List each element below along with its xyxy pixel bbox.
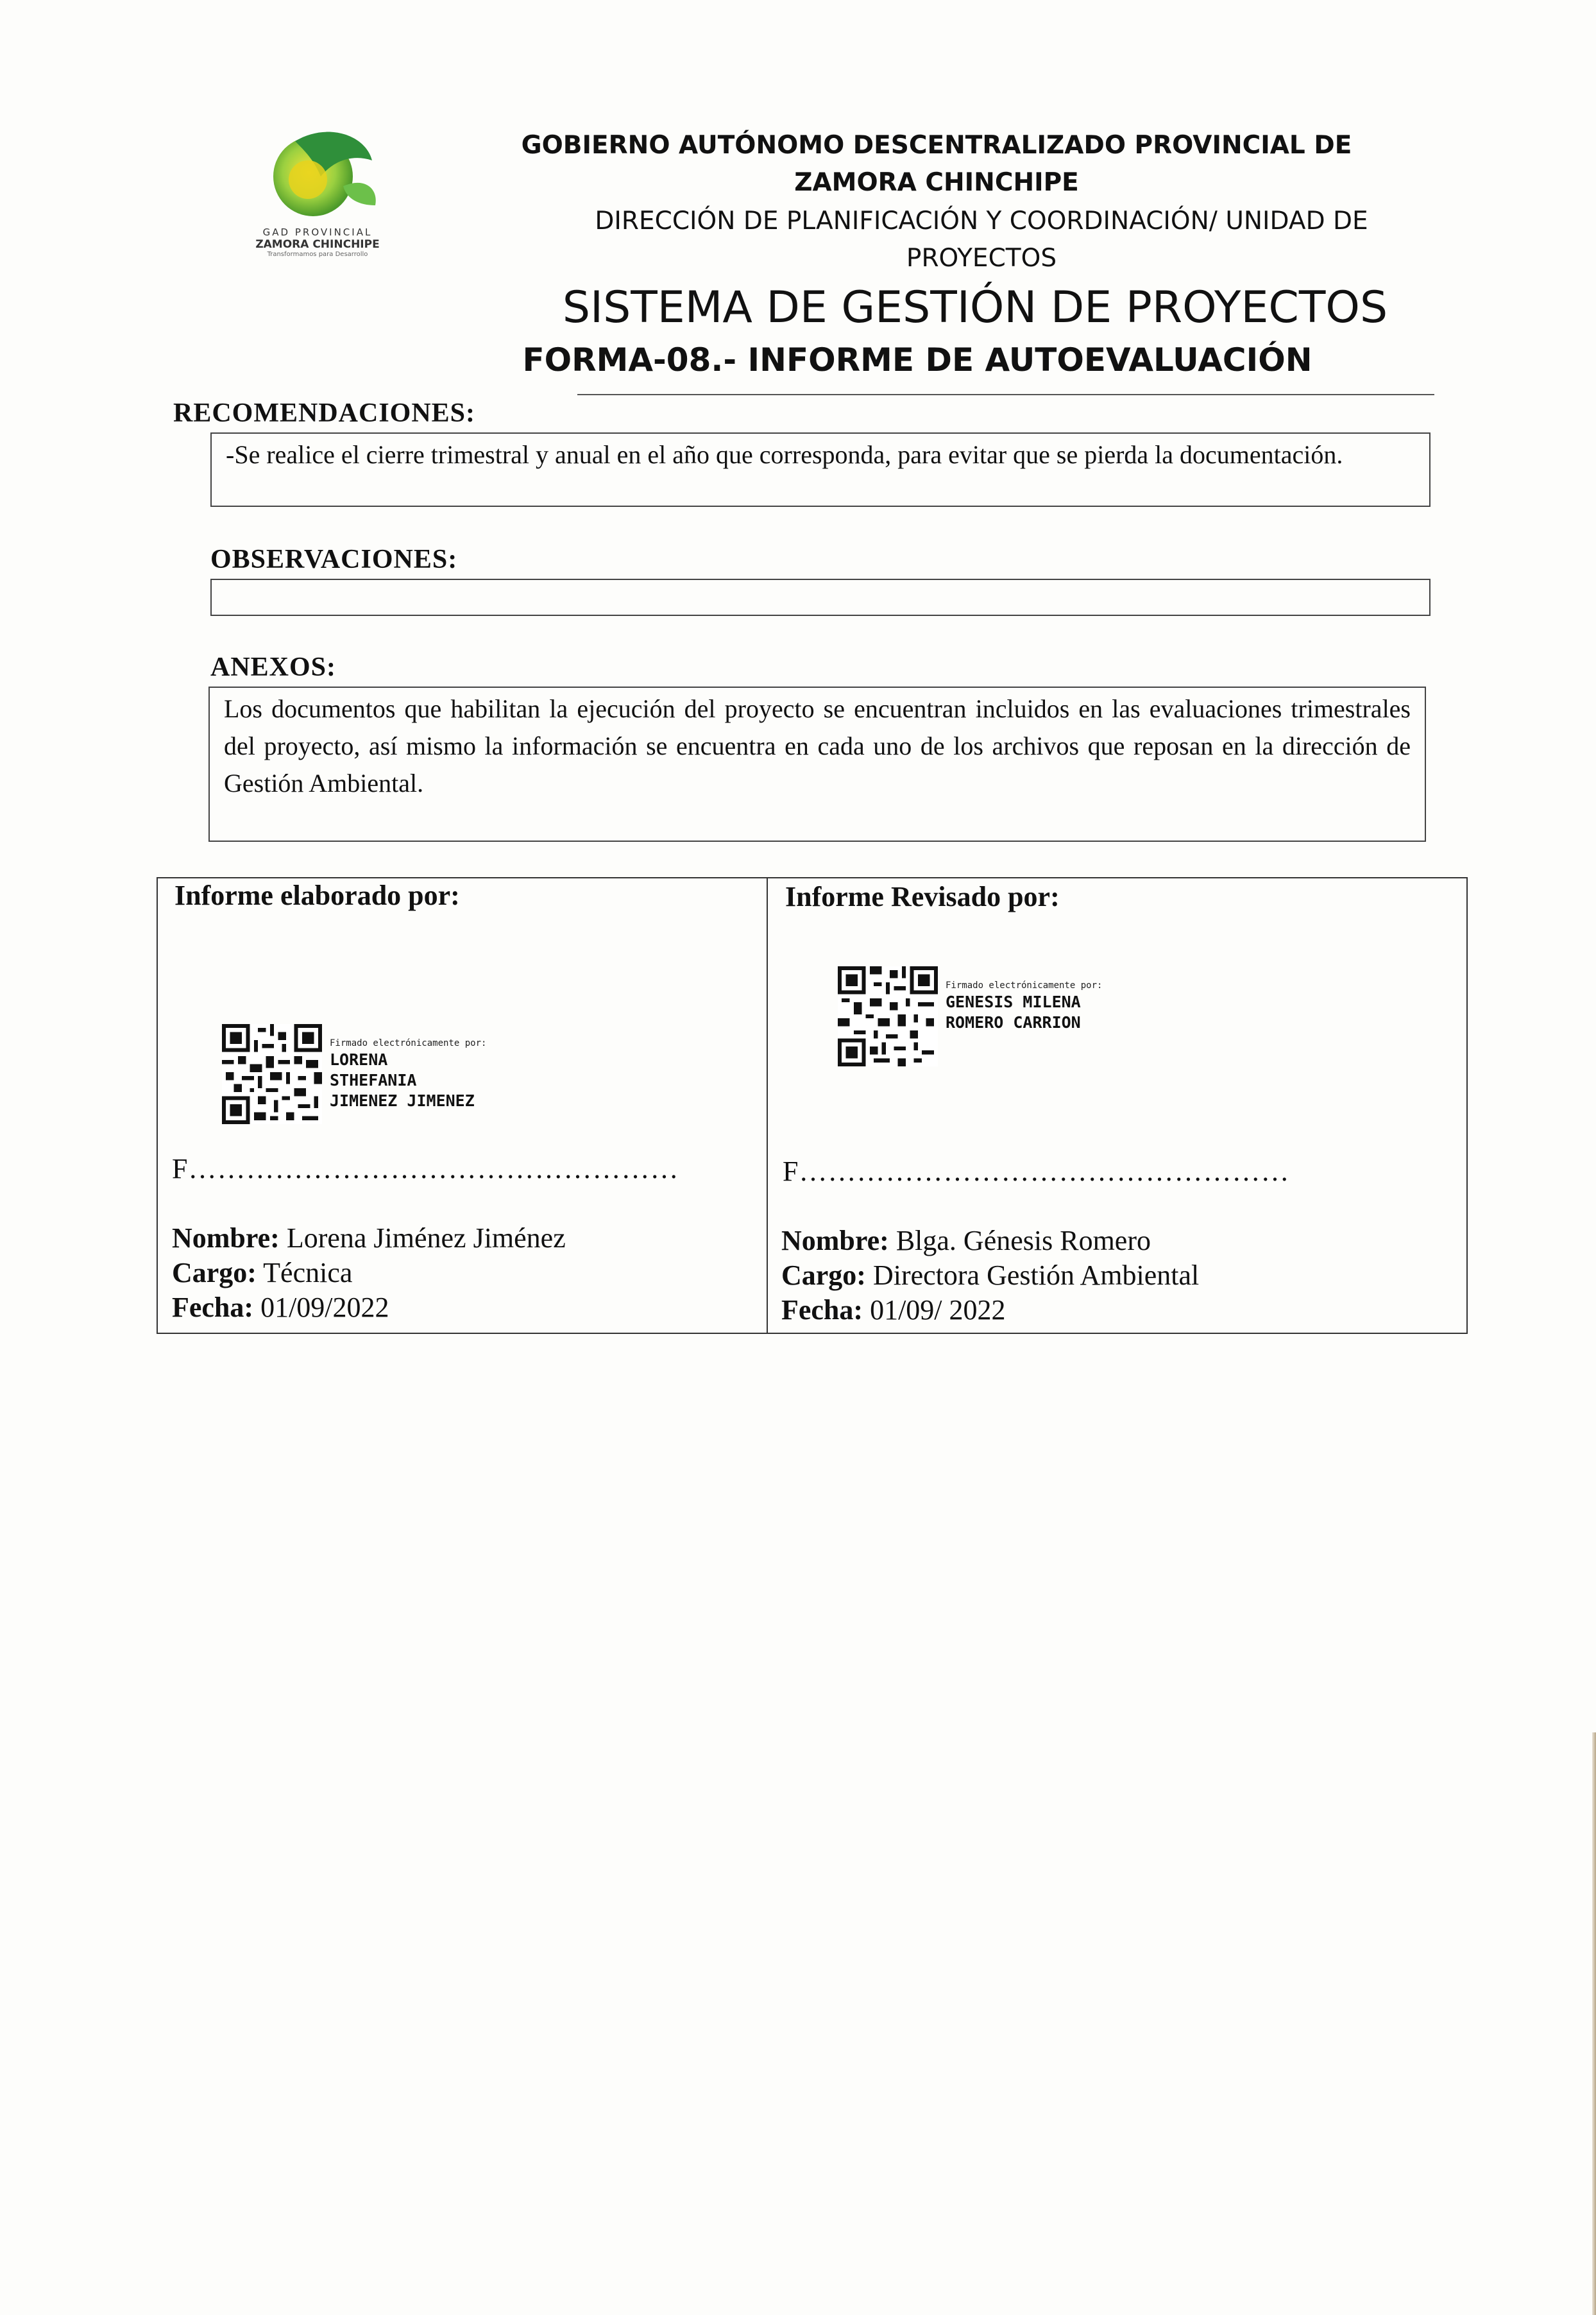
leaf-globe-logo-icon <box>237 115 398 225</box>
anexos-box <box>208 687 1426 842</box>
left-fecha-label: Fecha: <box>172 1292 254 1323</box>
revisado-title: Informe Revisado por: <box>785 881 1060 912</box>
left-signer-line3: JIMENEZ JIMENEZ <box>330 1091 475 1110</box>
qr-code-icon <box>222 1024 322 1124</box>
logo-line3: Transformamos para Desarrollo <box>267 251 368 258</box>
anexos-label: ANEXOS: <box>210 653 337 682</box>
left-signed-label: Firmado electrónicamente por: <box>330 1038 487 1048</box>
right-signed-label: Firmado electrónicamente por: <box>946 980 1103 991</box>
observaciones-box <box>210 579 1430 616</box>
left-nombre <box>172 1221 566 1256</box>
left-signature-line: F…………………………………………… <box>172 1153 679 1184</box>
right-fecha-label: Fecha: <box>781 1294 863 1326</box>
recomendaciones-label: RECOMENDACIONES: <box>173 398 476 428</box>
system-title: SISTEMA DE GESTIÓN DE PROYECTOS <box>562 282 1388 333</box>
left-cargo-label: Cargo: <box>172 1257 257 1288</box>
right-cargo-value: Directora Gestión Ambiental <box>865 1260 1200 1291</box>
right-cargo-label: Cargo: <box>781 1260 866 1291</box>
logo-line2: ZAMORA CHINCHIPE <box>255 238 380 251</box>
anexos-text: Los documentos que habilitan la ejecución del proyecto se encuentran incluidos en las evaluaciones trimestrales del proyecto, así mismo la información se encuentra en cada uno de los archivos que reposan en la dirección de Gestión Ambiental. <box>224 694 1411 798</box>
right-cargo <box>781 1258 1199 1293</box>
organization-name: GOBIERNO AUTÓNOMO DESCENTRALIZADO PROVINCIAL DE ZAMORA CHINCHIPE <box>521 131 1352 197</box>
right-signer-name <box>946 992 1081 1033</box>
logo <box>237 115 398 276</box>
recomendaciones-text: -Se realice el cierre trimestral y anual en el año que corresponda, para evitar que se pierda la documentación. <box>226 440 1343 469</box>
left-fecha <box>172 1290 389 1325</box>
left-signer-name <box>330 1050 475 1111</box>
right-nombre-value: Blga. Génesis Romero <box>888 1225 1151 1256</box>
recomendaciones-box <box>210 432 1430 507</box>
form-title: FORMA-08.- INFORME DE AUTOEVALUACIÓN <box>522 341 1312 379</box>
right-fecha <box>781 1293 1006 1328</box>
left-nombre-label: Nombre: <box>172 1222 280 1254</box>
right-fecha-value: 01/09/ 2022 <box>863 1294 1006 1326</box>
right-signer-line1: GENESIS MILENA <box>946 993 1081 1011</box>
left-fecha-value: 01/09/2022 <box>253 1292 389 1323</box>
signature-table-divider <box>767 877 768 1334</box>
qr-code-icon <box>838 966 938 1066</box>
observaciones-label: OBSERVACIONES: <box>210 545 458 574</box>
elaborado-title: Informe elaborado por: <box>174 880 460 911</box>
department-name: DIRECCIÓN DE PLANIFICACIÓN Y COORDINACIÓN/ UNIDAD DE PROYECTOS <box>595 207 1368 273</box>
left-nombre-value: Lorena Jiménez Jiménez <box>279 1222 566 1254</box>
right-signature-line: F…………………………………………… <box>783 1156 1290 1187</box>
header-divider <box>577 394 1434 395</box>
right-signer-line2: ROMERO CARRION <box>946 1013 1081 1032</box>
left-signer-line2: STHEFANIA <box>330 1071 417 1089</box>
left-cargo-value: Técnica <box>256 1257 353 1288</box>
right-nombre <box>781 1224 1151 1258</box>
left-signer-line1: LORENA <box>330 1050 388 1069</box>
right-nombre-label: Nombre: <box>781 1225 889 1256</box>
logo-line1: GAD PROVINCIAL <box>262 226 373 238</box>
left-cargo <box>172 1256 352 1290</box>
scan-edge-shadow <box>1592 1732 1596 2315</box>
